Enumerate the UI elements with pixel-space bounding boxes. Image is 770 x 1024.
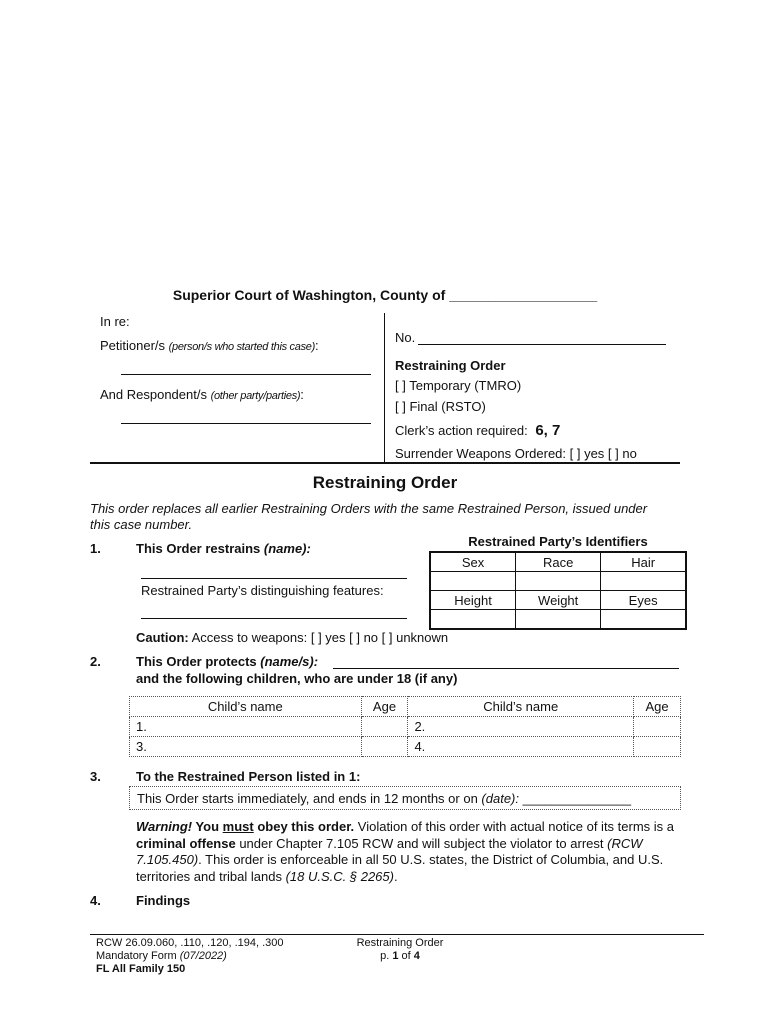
children-subheading: and the following children, who are under 18 (if any): [136, 671, 458, 686]
caution-line[interactable]: [136, 630, 448, 645]
footer-page-current: 1: [392, 950, 399, 962]
protected-names-field[interactable]: [333, 654, 679, 669]
child-2-age[interactable]: [634, 717, 681, 737]
identifiers-header-weight: Weight: [516, 591, 601, 610]
footer-mandatory: [96, 950, 284, 963]
surrender-weapons[interactable]: Surrender Weapons Ordered: [ ] yes [ ] no: [395, 446, 637, 461]
section-4-label: Findings: [136, 893, 191, 908]
petitioner-label: [100, 338, 319, 353]
footer-left: [96, 937, 284, 976]
section-2-hint: (name/s):: [260, 654, 319, 669]
respondent-label: [100, 387, 304, 402]
order-duration-box[interactable]: [129, 786, 681, 810]
case-number-label: No.: [395, 330, 416, 345]
warning-paragraph: [136, 819, 676, 885]
warning-exclaim: Warning!: [136, 819, 193, 834]
footer-mandatory-label: Mandatory Form: [96, 950, 180, 962]
order-end-date-field[interactable]: _______________: [519, 791, 632, 806]
footer-form-id: FL All Family 150: [96, 963, 186, 975]
restrained-name-field[interactable]: [141, 564, 407, 579]
child-3-name[interactable]: 3.: [130, 737, 362, 757]
section-1-label: [136, 541, 311, 556]
identifiers-header-hair: Hair: [601, 552, 686, 572]
caption-divider: [384, 313, 385, 463]
petitioner-hint: (person/s who started this case): [168, 341, 315, 353]
child-age-header-left: Age: [361, 697, 408, 717]
doc-type: Restraining Order: [395, 358, 506, 373]
section-1-hint: (name):: [263, 541, 311, 556]
identifiers-header-height: Height: [430, 591, 516, 610]
features-field[interactable]: [141, 604, 407, 619]
clerk-action-label: Clerk’s action required:: [395, 423, 528, 438]
footer-page-total: 4: [413, 950, 420, 962]
identifiers-sex-cell[interactable]: [430, 572, 516, 591]
identifiers-eyes-cell[interactable]: [601, 610, 686, 630]
section-1-text: This Order restrains: [136, 541, 264, 556]
respondent-blank[interactable]: [121, 411, 371, 424]
identifiers-title: Restrained Party’s Identifiers: [468, 534, 648, 549]
respondent-hint: (other party/parties): [210, 390, 301, 402]
petitioner-blank[interactable]: [121, 362, 371, 375]
footer-page-number: [340, 950, 460, 963]
warning-you: You: [192, 819, 223, 834]
respondent-text: And Respondent/s: [100, 387, 211, 402]
footer-rcw: RCW 26.09.060, .110, .120, .194, .300: [96, 937, 284, 949]
identifiers-header-eyes: Eyes: [601, 591, 686, 610]
section-1-number: 1.: [90, 541, 101, 556]
warning-usc: (18 U.S.C. § 2265): [285, 868, 394, 884]
child-1-name[interactable]: 1.: [130, 717, 362, 737]
child-3-age[interactable]: [361, 737, 408, 757]
court-heading: Superior Court of Washington, County of ___________________: [172, 287, 598, 303]
order-duration-hint: (date):: [481, 791, 519, 806]
child-name-header-left: Child’s name: [130, 697, 362, 717]
petitioner-colon: :: [314, 338, 319, 353]
warning-must: must: [222, 819, 254, 834]
warning-text-3: . This order is enforceable in all 50 U.S. states, the District of Columbia, and U.S. territories and tribal lands: [136, 852, 664, 884]
warning-text-1: Violation of this order with actual notice of its terms is a: [354, 819, 675, 834]
section-3-number: 3.: [90, 769, 101, 784]
clerk-action-value: 6, 7: [535, 422, 561, 439]
page-title: Restraining Order: [312, 473, 458, 492]
child-name-header-right: Child’s name: [408, 697, 634, 717]
section-4-number: 4.: [90, 893, 101, 908]
order-duration-text: This Order starts immediately, and ends in 12 months or on: [137, 791, 482, 806]
petitioner-text: Petitioner/s: [100, 338, 169, 353]
warning-rcw: (RCW 7.105.450): [136, 835, 643, 867]
child-4-age[interactable]: [634, 737, 681, 757]
caption-rule: [90, 462, 680, 464]
option-temporary[interactable]: [ ] Temporary (TMRO): [395, 378, 522, 393]
intro-text: This order replaces all earlier Restraining Orders with the same Restrained Person, issued under this case number.: [90, 501, 648, 532]
identifiers-weight-cell[interactable]: [516, 610, 601, 630]
footer-rule: [90, 934, 704, 935]
in-re-label: In re:: [100, 314, 130, 329]
children-table: [129, 696, 681, 757]
identifiers-hair-cell[interactable]: [601, 572, 686, 591]
section-3-label: To the Restrained Person listed in 1:: [136, 769, 361, 784]
warning-criminal: criminal offense: [136, 835, 236, 851]
section-2-number: 2.: [90, 654, 101, 669]
footer-center: [340, 937, 460, 963]
respondent-colon: :: [300, 387, 304, 402]
warning-obey: obey this order.: [253, 819, 355, 834]
child-4-name[interactable]: 4.: [408, 737, 634, 757]
identifiers-height-cell[interactable]: [430, 610, 516, 630]
warning-text-4: .: [393, 868, 398, 884]
identifiers-table: [429, 551, 687, 630]
clerk-action: [395, 422, 560, 439]
identifiers-header-sex: Sex: [430, 552, 516, 572]
warning-text-2: under Chapter 7.105 RCW and will subject the violator to arrest: [235, 835, 608, 851]
child-age-header-right: Age: [634, 697, 681, 717]
footer-doc-title: Restraining Order: [356, 937, 444, 949]
section-2-text: This Order protects: [136, 654, 261, 669]
features-label: Restrained Party’s distinguishing features:: [141, 583, 384, 598]
caution-label: Caution:: [136, 630, 189, 645]
footer-page-prefix: p.: [380, 950, 393, 962]
section-2-label: [136, 654, 318, 669]
identifiers-header-race: Race: [516, 552, 601, 572]
footer-page-of: of: [398, 950, 414, 962]
child-2-name[interactable]: 2.: [408, 717, 634, 737]
identifiers-race-cell[interactable]: [516, 572, 601, 591]
footer-mandatory-date: (07/2022): [179, 950, 227, 962]
case-number-field[interactable]: [418, 330, 666, 345]
child-1-age[interactable]: [361, 717, 408, 737]
caution-text: Access to weapons: [ ] yes [ ] no [ ] unknown: [188, 630, 449, 645]
option-final[interactable]: [ ] Final (RSTO): [395, 399, 486, 414]
